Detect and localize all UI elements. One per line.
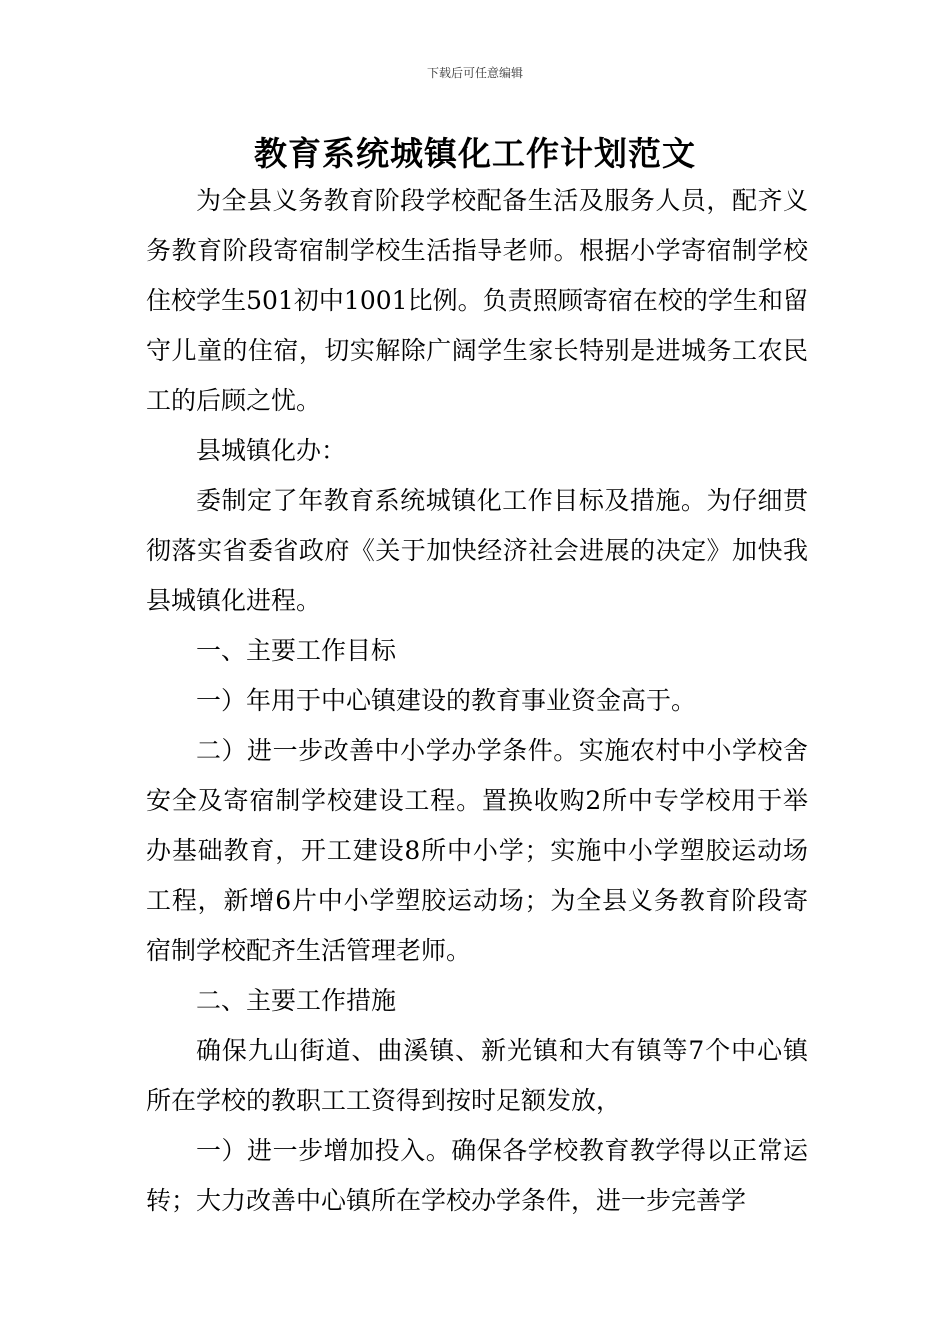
section-heading: 一、主要工作目标 — [196, 636, 397, 665]
document-title: 教育系统城镇化工作计划范文 — [254, 134, 696, 173]
document-body — [146, 176, 808, 1226]
paragraph: 一）进一步增加投入。确保各学校教育教学得以正常运转；大力改善中心镇所在学校办学条件，进一步完善学 — [146, 1136, 808, 1215]
paragraph: 县城镇化办： — [196, 436, 347, 465]
paragraph: 一）年用于中心镇建设的教育事业资金高于。 — [196, 686, 697, 715]
section-heading: 二、主要工作措施 — [196, 986, 397, 1015]
paragraph: 委制定了年教育系统城镇化工作目标及措施。为仔细贯彻落实省委省政府《关于加快经济社会进展的决定》加快我县城镇化进程。 — [146, 486, 808, 615]
paragraph: 为全县义务教育阶段学校配备生活及服务人员，配齐义务教育阶段寄宿制学校生活指导老师。根据小学寄宿制学校住校学生501初中1001比例。负责照顾寄宿在校的学生和留守儿童的住宿，切实解除广阔学生家长特别是进城务工农民工的后顾之忧。 — [146, 186, 808, 415]
paragraph: 二）进一步改善中小学办学条件。实施农村中小学校舍安全及寄宿制学校建设工程。置换收购2所中专学校用于举办基础教育，开工建设8所中小学；实施中小学塑胶运动场工程，新增6片中小学塑胶运动场；为全县义务教育阶段寄宿制学校配齐生活管理老师。 — [146, 736, 808, 965]
header-note: 下载后可任意编辑 — [426, 66, 523, 80]
paragraph: 确保九山街道、曲溪镇、新光镇和大有镇等7个中心镇所在学校的教职工工资得到按时足额发放， — [146, 1036, 808, 1115]
